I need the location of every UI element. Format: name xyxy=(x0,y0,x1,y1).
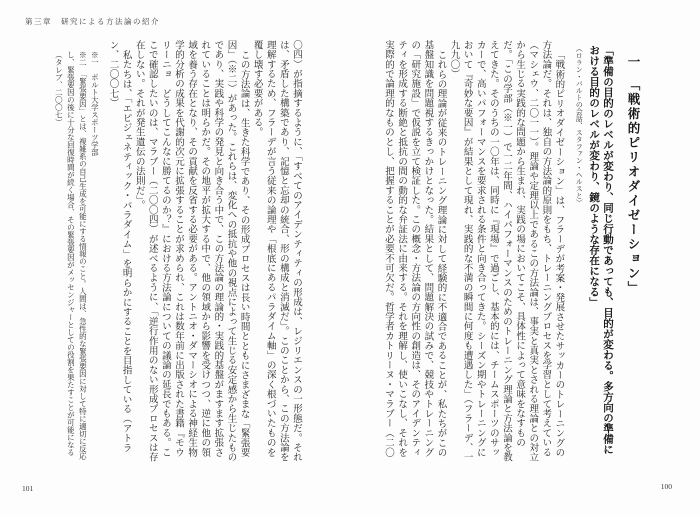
section-heading: 一 「戦術的ピリオダイゼーション」 xyxy=(626,55,640,296)
page-number-left: 101 xyxy=(22,484,34,493)
footnote-1: ※一 ポルト大学スポーツ学部 xyxy=(90,51,100,156)
left-page-text-block xyxy=(52,40,302,464)
page-right xyxy=(350,0,700,515)
epigraph-attribution: （ロラン・バルトの会話、スタファン・ヘルスと） xyxy=(575,45,584,206)
footnote-2: ※二 「緊張要因」とは、複雑系の自己生成を可能にする情報のこと。人間は、急性的な緊張要因に対して特に適切に反応し、緊張要因の後に十分な回復時間が続く場合、その緊張要因がメッセンジャーとしての役割を果たすことが可能になる（タレブ、二〇〇七） xyxy=(54,51,88,460)
paragraph: この方法論は、生きた科学であり、その形成プロセスは長い時間とともにさまざまな「緊張要因」（※二）があった。これらは、変化への抵抗や他の視点によって生じる安定感から生じたものであり、実践や科学の発見と向き合う中で、この方法論の理論的・実践的基盤がますます拡張されていることは明らかだ。その地平が拡大する中で、他の領域から影響を受けつつ、逆に他の領域を養う存在となり、その貢献を反省する必要がある。アントニオ・ダマーシオによる神経生物学的分析の成果を代謝的次元に拡張することが求められ、これは数年前に出版された書籍『モウリーニョ どうしてこんなに勝てるのか？』における方法論についての議論の延長でもある。ここで確認したいのは、マラブー（二〇〇四）が述べるように、「逆行作用のない形成プロセスは存在しない。それが発生遺伝の法則だ」。 xyxy=(133,40,249,463)
epigraph xyxy=(572,40,614,464)
footnotes-block xyxy=(52,40,100,464)
right-page-text-block xyxy=(381,40,656,464)
paragraph-continuation: 〇四）が指摘するように、「すべてのアイデンティティの形成は、レジリエンスの一形態だ。それは、矛盾した構築であり、記憶と忘却の統合、形の構成と消滅だ」。このことから、この方法論を理解するため、フラーデが言う従来の論理や「根底にあるパラダイム軸」の深く根づいたものを覆し壊す必要がある。 xyxy=(251,40,301,463)
paragraph: これらの理論が従来のトレーニング理論に対して経験的に不適合であることが、私たちがこの基盤知識を問題視するきっかけとなった。結果として、問題解決の試みで、競技やトレーニングの「研究施設」で仮説を立て検証した。この概念・方法論の方向性の創造は、そのアイデンティティを形成する断絶と抵抗の間の動的な弁証法に由来する。それを理解し、使いこなし、それを実際的で論理的なものとし、把握することが必要不可欠だ。哲学者カトリーヌ・マラブー（二〇 xyxy=(383,40,446,458)
paragraph: 「戦術的ピリオダイゼーション」は、フラーデが考案・発展させたサッカーのトレーニングの方法論だ。それは、独自の方法論的原則をもち、トレーニングプロセスを学習として考えている（マシェウ、二〇一一）。理論や定理以上であるこの方法論は、事実と真実とされる理論との対立から生じる実践的な問題から生まれ、実践の場においてこそ、具体性によって意味をなすものだ。「この学部（※一）で一二年間、ハイパフォーマンスのためのトレーニング理論と方法論を教えてきた。そのうちの一〇年は、同時に『現場』で過ごし、基本的には、チームスポーツのサッカーで、高いパフォーマンスを要求される条件と向き合ってきた。シーズン期やトレーニングにおいて『奇妙な要因』が結果として現れ、実践的な不満の瞬間に何度も遭遇した」（フラーデ、一九九〇） xyxy=(448,40,564,463)
page-number-right: 100 xyxy=(660,482,672,491)
paragraph: 私たちは、「エピジェネティック・パラダイム」を明らかにすることを目指している（アトラン、二〇〇七） xyxy=(107,40,131,453)
epigraph-text: 「準備の目的のレベルが変わり、同じ行動であっても、目的が変わる。多方向の準備における目的のレベルが変わり、鏡のような存在になる」 xyxy=(588,45,613,455)
running-header: 第三章 研究による方法論の紹介 xyxy=(25,17,160,26)
